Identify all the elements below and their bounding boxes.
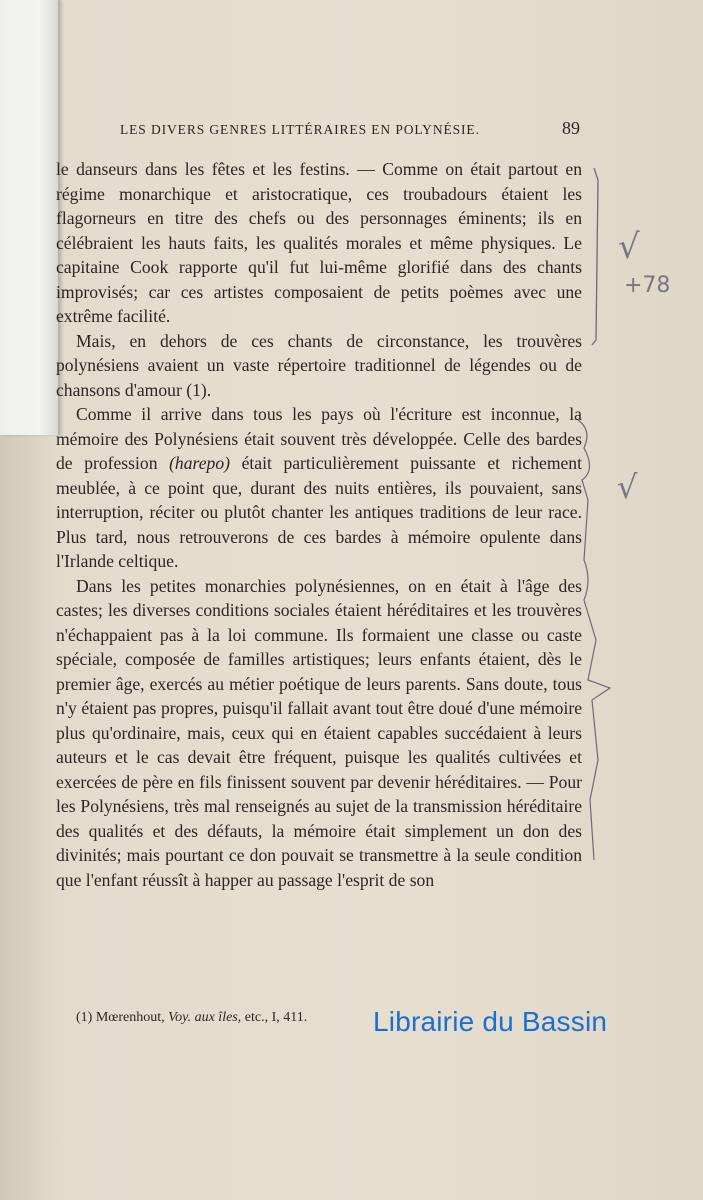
- pencil-note-78: +78: [624, 273, 671, 298]
- footnote-rest: , etc., I, 411.: [237, 1010, 308, 1025]
- paragraph-2: Mais, en dehors de ces chants de circonstance, les trouvères polynésiens avaient un vaste répertoire traditionnel de légendes ou de chansons d'amour (1).: [56, 330, 582, 400]
- margin-bracket-1: [592, 168, 598, 345]
- footnote-italic-title: Voy. aux îles: [168, 1010, 238, 1025]
- pencil-check-1: √: [618, 227, 640, 267]
- running-head: LES DIVERS GENRES LITTÉRAIRES EN POLYNÉSIE.: [120, 122, 480, 137]
- paragraph-3-italic-term: (harepo): [169, 453, 230, 473]
- footnote-marker: (1) Mœrenhout,: [76, 1010, 169, 1025]
- pencil-check-2: √: [617, 468, 638, 506]
- watermark-text: Librairie du Bassin: [373, 1006, 608, 1037]
- paragraph-3-text-after: était particulièrement puissante et richement meublée, à ce point que, durant des nuits entières, ils pouvaient, sans interruption, réciter ou plutôt chanter les antiques traditions de leur race. Plus tard, nous retrouverons de ces bardes à mémoire opulente dans l'Irlande celtique.: [56, 453, 582, 571]
- margin-bracket-2: [578, 420, 610, 860]
- paragraph-1: le danseurs dans les fêtes et les festins. — Comme on était partout en régime monarchique et aristocratique, ces troubadours étaient les flagorneurs en titre des chefs ou des personnages éminents; ils en célébraient les hauts faits, les qualités morales et même physiques. Le capitaine Cook rapporte qu'il fut lui-même glorifié dans des chants improvisés; car ces artistes composaient de petits poèmes avec une extrême facilité.: [56, 159, 582, 326]
- page-number: 89: [562, 118, 580, 138]
- paragraph-4: Dans les petites monarchies polynésiennes, on en était à l'âge des castes; les diverses conditions sociales étaient héréditaires et les trouvères n'échappaient pas à la loi commune. Ils formaient une classe ou caste spéciale, composée de familles artistiques; leurs enfants étaient, dès le premier âge, exercés au métier poétique de leurs parents. Sans doute, tous n'y étaient pas propres, puisqu'il fallait avant tout être doué d'une mémoire plus qu'ordinaire, mais, ceux qui en étaient capables succédaient à leurs auteurs et le cas devait être fréquent, puisque les qualités cultivées et exercées de père en fils finissent souvent par devenir héréditaires. — Pour les Polynésiens, très mal renseignés au sujet de la transmission héréditaire des qualités et des défauts, la mémoire était simplement un don des divinités; mais pourtant ce don pouvait se transmettre à la seule condition que l'enfant réussît à happer au passage l'esprit de son: [56, 575, 582, 890]
- paragraph-3-text-before: Comme il arrive dans tous les pays où l'écriture est inconnue, la mémoire des Polynésiens était souvent très développée. Celle des bardes de profession: [56, 404, 582, 473]
